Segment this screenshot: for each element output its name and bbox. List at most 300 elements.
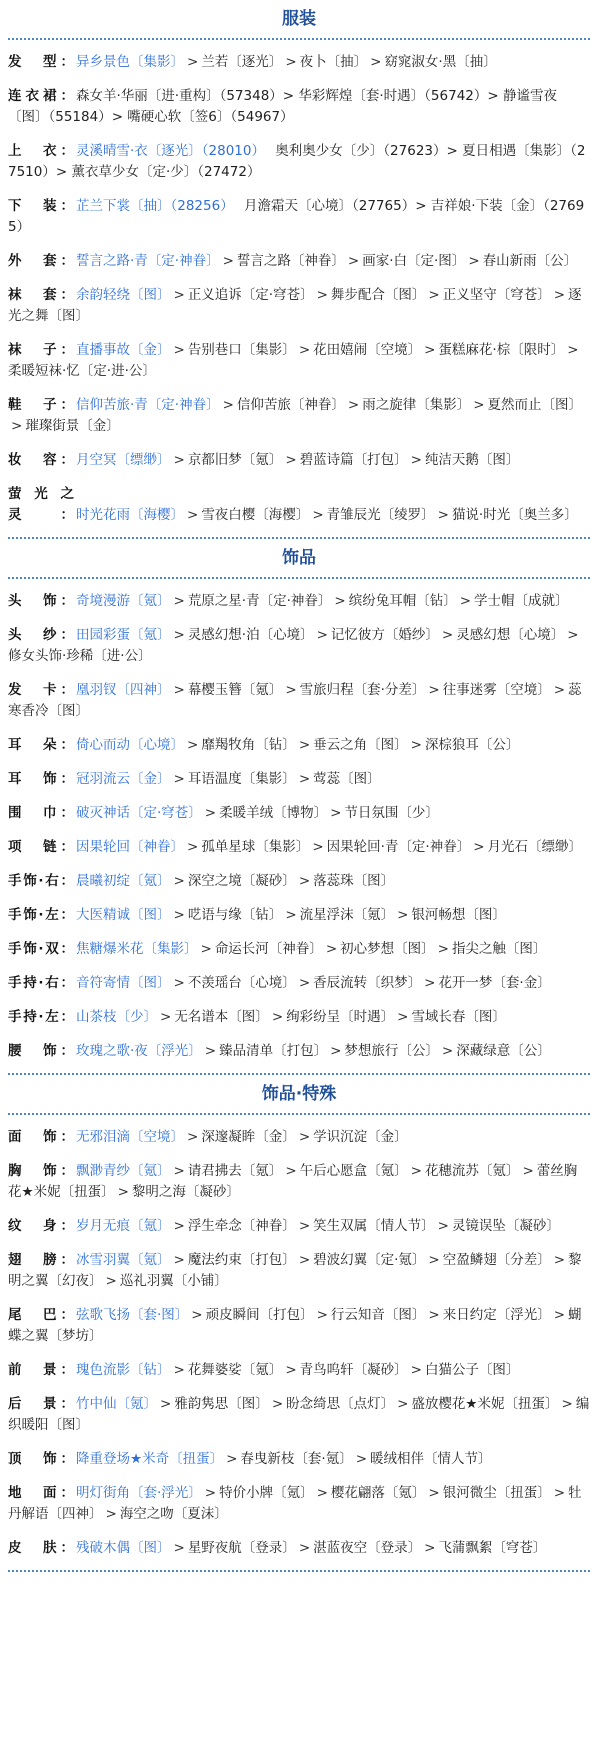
outfit-row [8,1299,590,1354]
row-label: 袜 套： [8,287,74,303]
featured-item-link[interactable]: 因果轮回〔神眷〕 [76,839,184,855]
arrow-separator: > [347,397,360,413]
arrow-separator: > [316,1485,328,1501]
arrow-separator: > [173,1362,185,1378]
outfit-row [8,899,590,933]
arrow-separator: > [468,253,480,269]
alternative-item: 碧蓝诗篇〔打包〕 [299,452,408,468]
alternative-item: 缤纷兔耳帽〔钻〕 [348,593,457,609]
alternative-item: 窈窕淑女·黑〔抽〕 [384,54,497,70]
featured-item-link[interactable]: 降重登场★米奇〔扭蛋〕 [76,1451,224,1467]
section-divider [8,38,590,40]
row-label: 顶 饰： [8,1451,74,1467]
row-label: 前 景： [8,1362,74,1378]
alternative-item: 暖绒相伴〔情人节〕 [370,1451,492,1467]
outfit-row [8,1121,590,1155]
arrow-separator: > [285,682,297,698]
alternative-item: 深空之境〔凝砂〕 [187,873,296,889]
row-label: 袜 子： [8,342,74,358]
arrow-separator: > [173,907,185,923]
alternative-item: 盛放樱花★米妮〔扭蛋〕 [411,1396,559,1412]
featured-item-link[interactable]: 岁月无痕〔氪〕 [76,1218,171,1234]
arrow-separator: > [441,1043,454,1059]
arrow-separator: > [200,941,212,957]
alternative-item: 青鸟呜轩〔凝砂〕 [299,1362,408,1378]
arrow-separator: > [191,1307,203,1323]
featured-item-link[interactable]: 誓言之路·青〔定·神眷〕 [76,253,220,269]
arrow-separator: > [173,1218,185,1234]
alternative-item: 雪域长春〔图〕 [411,1009,506,1025]
featured-item-link[interactable]: 倚心而动〔心境〕 [76,737,184,753]
row-label: 手饰·双： [8,941,74,957]
arrow-separator: > [428,682,440,698]
arrow-separator: > [553,1252,566,1268]
arrow-separator: > [316,627,328,643]
alternative-item: 落蕊珠〔图〕 [313,873,395,889]
arrow-separator: > [298,737,311,753]
arrow-separator: > [160,1396,172,1412]
alternative-items-text: 奥利奥少女〔少〕（27623）> 夏日相遇〔集影〕（27510）> 薰衣草少女〔定·少〕（27472） [8,143,586,180]
alternative-item: 蝴蝶之翼〔梦坊〕 [8,1307,582,1344]
outfit-row [8,1244,590,1299]
arrow-separator: > [187,54,199,70]
alternative-item: 记忆彼方〔婚纱〕 [330,627,439,643]
row-label: 头 纱： [8,627,74,643]
alternative-item: 编织暖阳〔图〕 [8,1396,590,1433]
alternative-item: 深藏绿意〔公〕 [456,1043,551,1059]
alternative-item: 莺蕊〔图〕 [313,771,381,787]
row-label: 发 型： [8,54,74,70]
arrow-separator: > [424,975,436,991]
alternative-item: 巡礼羽翼〔小铺〕 [119,1273,228,1289]
arrow-separator: > [271,1009,284,1025]
arrow-separator: > [334,593,346,609]
outfit-row [8,933,590,967]
outfit-row [8,46,590,80]
arrow-separator: > [410,452,422,468]
outfit-row [8,190,590,245]
alternative-item: 画家·白〔定·图〕 [362,253,466,269]
alternative-item: 雅韵隽思〔图〕 [174,1396,269,1412]
outfit-row [8,585,590,619]
section-divider [8,577,590,579]
row-label: 手饰·右： [8,873,74,889]
alternative-item: 花开一梦〔套·金〕 [438,975,551,991]
alternative-item: 银河微尘〔扭蛋〕 [442,1485,551,1501]
row-label: 地 面： [8,1485,74,1501]
featured-item-link[interactable]: 芷兰下裳〔抽〕（28256） [76,198,234,214]
alternative-item: 夜卜〔抽〕 [299,54,368,70]
featured-item-link[interactable]: 明灯街角〔套·浮光〕 [76,1485,202,1501]
outfit-row [8,831,590,865]
arrow-separator: > [347,253,360,269]
arrow-separator: > [222,253,234,269]
arrow-separator: > [428,1307,440,1323]
alternative-item: 特价小牌〔氪〕 [219,1485,314,1501]
alternative-item: 盼念绮思〔点灯〕 [286,1396,395,1412]
row-label: 发 卡： [8,682,74,698]
row-label: 萤光之灵： [8,486,74,523]
alternative-item: 花田嬉闹〔空境〕 [313,342,422,358]
alternative-item: 誓言之路〔神眷〕 [236,253,345,269]
outfit-row [8,797,590,831]
featured-item-link[interactable]: 冠羽流云〔金〕 [76,771,171,787]
arrow-separator: > [553,287,566,303]
arrow-separator: > [173,682,185,698]
arrow-separator: > [204,805,217,821]
featured-item-link[interactable]: 弦歌飞扬〔套·图〕 [76,1307,189,1323]
arrow-separator: > [553,1307,566,1323]
row-label: 手持·左： [8,1009,74,1025]
alternative-item: 蛋糕麻花·棕〔限时〕 [438,342,565,358]
arrow-separator: > [271,1396,284,1412]
alternative-item: 花穗流苏〔氪〕 [424,1163,520,1179]
alternative-item: 灵感幻想〔心境〕 [456,627,565,643]
alternative-item: 春曳新枝〔套·氪〕 [240,1451,353,1467]
alternative-item: 蕾丝胸花★米妮〔扭蛋〕 [8,1163,578,1200]
row-label: 尾 巴： [8,1307,74,1323]
arrow-separator: > [298,1252,311,1268]
alternative-item: 初心梦想〔图〕 [340,941,435,957]
arrow-separator: > [397,1009,409,1025]
arrow-separator: > [316,287,328,303]
arrow-separator: > [437,941,449,957]
alternative-item: 碧波幻翼〔定·氪〕 [313,1252,426,1268]
outfit-row [8,389,590,444]
outfit-row [8,1001,590,1035]
outfit-row [8,1477,590,1532]
arrow-separator: > [437,507,449,523]
outfit-row [8,334,590,389]
row-label: 手饰·左： [8,907,74,923]
arrow-separator: > [187,839,199,855]
arrow-separator: > [424,1540,436,1556]
row-label: 耳 饰： [8,771,74,787]
alternative-item: 雪夜白樱〔海樱〕 [201,507,310,523]
arrow-separator: > [330,805,342,821]
arrow-separator: > [437,1218,449,1234]
alternative-item: 猫说·时光〔奥兰多〕 [451,507,578,523]
alternative-item: 学士帽〔成就〕 [474,593,569,609]
arrow-separator: > [187,1129,199,1145]
arrow-separator: > [285,54,297,70]
alternative-item: 往事迷雾〔空境〕 [442,682,551,698]
arrow-separator: > [285,907,297,923]
arrow-separator: > [173,593,185,609]
arrow-separator: > [410,737,422,753]
outfit-row [8,444,590,478]
alternative-item: 荒原之星·青〔定·神眷〕 [187,593,332,609]
featured-item-link[interactable]: 冰雪羽翼〔氪〕 [76,1252,171,1268]
arrow-separator: > [173,342,185,358]
arrow-separator: > [187,507,199,523]
alternative-item: 顽皮瞬间〔打包〕 [205,1307,314,1323]
arrow-separator: > [561,1396,573,1412]
alternative-item: 纯洁天鹅〔图〕 [424,452,520,468]
arrow-separator: > [187,737,199,753]
row-label: 手持·右： [8,975,74,991]
featured-item-link[interactable]: 飘渺青纱〔氪〕 [76,1163,171,1179]
arrow-separator: > [473,839,485,855]
outfit-row [8,1388,590,1443]
alternative-item: 流星浮沫〔氪〕 [299,907,395,923]
arrow-separator: > [226,1451,238,1467]
outfit-row [8,245,590,279]
alternative-items-text: 森女羊·华丽〔进·重构〕（57348）> 华彩辉煌〔套·时遇〕（56742）> 静谧雪夜〔图〕（55184）> 嘴硬心软〔签6〕（54967） [8,88,557,125]
arrow-separator: > [11,418,23,434]
arrow-separator: > [173,1540,185,1556]
featured-item-link[interactable]: 焦糖爆米花〔集影〕 [76,941,198,957]
arrow-separator: > [370,54,382,70]
alternative-item: 银河畅想〔图〕 [411,907,506,923]
alternative-item: 蕊寒香冷〔图〕 [8,682,582,719]
alternative-item: 浮生牵念〔神眷〕 [187,1218,296,1234]
featured-item-link[interactable]: 月空冥〔缥缈〕 [76,452,171,468]
alternative-item: 雨之旋律〔集影〕 [362,397,471,413]
alternative-item: 牡丹解语〔四神〕 [8,1485,582,1522]
row-label: 胸 饰： [8,1163,74,1179]
alternative-item: 正义坚守〔穹苍〕 [442,287,551,303]
arrow-separator: > [204,1043,217,1059]
arrow-separator: > [553,682,566,698]
alternative-item: 雪旅归程〔套·分差〕 [299,682,426,698]
arrow-separator: > [298,1129,311,1145]
alternative-item: 逐光之舞〔图〕 [8,287,582,324]
featured-item-link[interactable]: 灵溪晴雪·衣〔逐光〕（28010） [76,143,265,159]
alternative-item: 湛蓝夜空〔登录〕 [313,1540,422,1556]
row-label: 妆 容： [8,452,74,468]
alternative-item: 月光石〔缥缈〕 [487,839,583,855]
alternative-item: 臻品清单〔打包〕 [219,1043,328,1059]
alternative-item: 午后心愿盒〔氪〕 [299,1163,408,1179]
row-label: 鞋 子： [8,397,74,413]
featured-item-link[interactable]: 直播事故〔金〕 [76,342,171,358]
arrow-separator: > [428,287,440,303]
alternative-item: 绚彩纷呈〔时遇〕 [286,1009,395,1025]
alternative-item: 指尖之触〔图〕 [451,941,547,957]
featured-item-link[interactable]: 时光花雨〔海樱〕 [76,507,184,523]
arrow-separator: > [312,839,324,855]
outfit-row [8,967,590,1001]
arrow-separator: > [160,1009,172,1025]
featured-item-link[interactable]: 瑰色流影〔钻〕 [76,1362,171,1378]
outfit-row [8,1532,590,1566]
row-label: 围 巾： [8,805,74,821]
arrow-separator: > [522,1163,534,1179]
arrow-separator: > [428,1252,440,1268]
featured-item-link[interactable]: 玫瑰之歌·夜〔浮光〕 [76,1043,202,1059]
arrow-separator: > [298,771,311,787]
featured-item-link[interactable]: 音符寄情〔图〕 [76,975,171,991]
outfit-row [8,729,590,763]
featured-item-link[interactable]: 大医精诚〔图〕 [76,907,171,923]
alternative-item: 深棕狼耳〔公〕 [424,737,520,753]
outfit-row [8,1354,590,1388]
alternative-item: 幕樱玉簪〔氪〕 [187,682,283,698]
arrow-separator: > [397,1396,409,1412]
alternative-item: 魔法约束〔打包〕 [187,1252,296,1268]
alternative-item: 兰若〔逐光〕 [201,54,283,70]
arrow-separator: > [298,975,311,991]
alternative-item: 舞步配合〔图〕 [330,287,426,303]
alternative-item: 黎明之海〔凝砂〕 [131,1184,240,1200]
alternative-item: 樱花翩落〔氪〕 [330,1485,426,1501]
alternative-item: 呓语与缘〔钻〕 [187,907,283,923]
row-label: 上 衣： [8,143,74,159]
spacer [265,143,275,159]
alternative-item: 空盈鳞翅〔分差〕 [442,1252,551,1268]
arrow-separator: > [553,1485,566,1501]
featured-item-link[interactable]: 凰羽钗〔四神〕 [76,682,171,698]
arrow-separator: > [312,507,324,523]
arrow-separator: > [285,1163,297,1179]
alternative-item: 夏然而止〔图〕 [487,397,583,413]
alternative-item: 信仰苦旅〔神眷〕 [236,397,345,413]
featured-item-link[interactable]: 晨曦初绽〔氪〕 [76,873,171,889]
arrow-separator: > [397,907,409,923]
arrow-separator: > [285,452,297,468]
arrow-separator: > [173,627,185,643]
arrow-separator: > [325,941,338,957]
alternative-item: 请君拂去〔氪〕 [187,1163,283,1179]
outfit-row [8,865,590,899]
outfit-row [8,619,590,674]
row-label: 皮 肤： [8,1540,74,1556]
alternative-item: 香辰流转〔织梦〕 [313,975,422,991]
row-label: 头 饰： [8,593,74,609]
outfit-row [8,478,590,533]
row-label: 外 套： [8,253,74,269]
outfit-row [8,279,590,334]
alternative-item: 黎明之翼〔幻夜〕 [8,1252,582,1289]
featured-item-link[interactable]: 异乡景色〔集影〕 [76,54,184,70]
alternative-item: 学识沉淀〔金〕 [313,1129,408,1145]
alternative-item: 花舞婆娑〔氪〕 [187,1362,283,1378]
arrow-separator: > [355,1451,368,1467]
outfit-row [8,135,590,190]
outfit-row [8,1155,590,1210]
featured-item-link[interactable]: 余韵轻绕〔图〕 [76,287,171,303]
arrow-separator: > [298,1540,311,1556]
alternative-item: 靡羯牧角〔钻〕 [201,737,296,753]
alternative-item: 梦想旅行〔公〕 [344,1043,439,1059]
alternative-item: 告别巷口〔集影〕 [187,342,296,358]
arrow-separator: > [298,1218,311,1234]
alternative-item: 柔暖羊绒〔博物〕 [219,805,328,821]
alternative-item: 灵镜误坠〔凝砂〕 [451,1218,560,1234]
row-label: 连衣裙： [8,88,74,104]
arrow-separator: > [428,1485,440,1501]
arrow-separator: > [298,873,311,889]
outfit-row [8,1035,590,1069]
outfit-row [8,1443,590,1477]
arrow-separator: > [473,397,485,413]
spacer [234,198,244,214]
alternative-item: 璀璨街景〔金〕 [25,418,120,434]
section-divider [8,1113,590,1115]
alternative-item: 因果轮回·青〔定·神眷〕 [326,839,471,855]
alternative-item: 海空之吻〔夏沫〕 [119,1506,228,1522]
alternative-item: 灵感幻想·泊〔心境〕 [187,627,314,643]
alternative-item: 节日氛围〔少〕 [344,805,439,821]
arrow-separator: > [330,1043,342,1059]
alternative-item: 垂云之角〔图〕 [313,737,408,753]
alternative-item: 孤单星球〔集影〕 [201,839,310,855]
alternative-item: 星野夜航〔登录〕 [187,1540,296,1556]
alternative-item: 行云知音〔图〕 [330,1307,426,1323]
row-label: 项 链： [8,839,74,855]
arrow-separator: > [567,627,579,643]
arrow-separator: > [173,1163,185,1179]
alternative-item: 青雏辰光〔绫罗〕 [326,507,435,523]
section-title: 饰品 [282,548,316,568]
arrow-separator: > [285,1362,297,1378]
arrow-separator: > [298,342,311,358]
arrow-separator: > [410,1362,422,1378]
row-label: 后 景： [8,1396,74,1412]
alternative-item: 正义追诉〔定·穹苍〕 [187,287,314,303]
row-label: 腰 饰： [8,1043,74,1059]
featured-item-link[interactable]: 奇境漫游〔氪〕 [76,593,171,609]
featured-item-link[interactable]: 信仰苦旅·青〔定·神眷〕 [76,397,220,413]
alternative-item: 笑生双属〔情人节〕 [313,1218,435,1234]
arrow-separator: > [173,873,185,889]
arrow-separator: > [105,1273,117,1289]
arrow-separator: > [105,1506,117,1522]
featured-item-link[interactable]: 田园彩蛋〔氪〕 [76,627,171,643]
outfit-row [8,763,590,797]
arrow-separator: > [173,1252,185,1268]
alternative-item: 无名谱本〔图〕 [174,1009,269,1025]
arrow-separator: > [410,1163,422,1179]
arrow-separator: > [222,397,234,413]
featured-item-link[interactable]: 无邪泪滴〔空境〕 [76,1129,184,1145]
section-title: 服装 [282,9,316,29]
featured-item-link[interactable]: 竹中仙〔氪〕 [76,1396,157,1412]
alternative-item: 飞蒲飘絮〔穹苍〕 [438,1540,547,1556]
arrow-separator: > [441,627,454,643]
alternative-item: 柔暖短袜·忆〔定·进·公〕 [8,363,156,379]
section-title: 饰品·特殊 [261,1084,337,1104]
alternative-item: 不羡瑶台〔心境〕 [187,975,296,991]
alternative-item: 修女头饰·珍稀〔进·公〕 [8,648,152,664]
row-label: 下 装： [8,198,74,214]
arrow-separator: > [173,975,185,991]
outfit-row [8,80,590,135]
alternative-item: 深邃凝眸〔金〕 [201,1129,296,1145]
outfit-row [8,1210,590,1244]
arrow-separator: > [459,593,472,609]
section-divider [8,1570,590,1572]
row-label: 纹 身： [8,1218,74,1234]
alternative-item: 春山新雨〔公〕 [482,253,578,269]
arrow-separator: > [567,342,579,358]
featured-item-link[interactable]: 残破木偶〔图〕 [76,1540,171,1556]
row-label: 翅 膀： [8,1252,74,1268]
featured-item-link[interactable]: 山茶枝〔少〕 [76,1009,157,1025]
arrow-separator: > [173,771,185,787]
alternative-item: 来日约定〔浮光〕 [442,1307,551,1323]
alternative-item: 白猫公子〔图〕 [424,1362,520,1378]
alternative-items-text: 月澹霜天〔心境〕（27765）> 吉祥娘·下装〔金〕（27695） [8,198,585,235]
outfit-row [8,674,590,729]
alternative-item: 命运长河〔神眷〕 [214,941,323,957]
featured-item-link[interactable]: 破灭神话〔定·穹苍〕 [76,805,202,821]
arrow-separator: > [173,287,185,303]
arrow-separator: > [204,1485,217,1501]
alternative-item: 京都旧梦〔氪〕 [187,452,283,468]
alternative-item: 耳语温度〔集影〕 [187,771,296,787]
